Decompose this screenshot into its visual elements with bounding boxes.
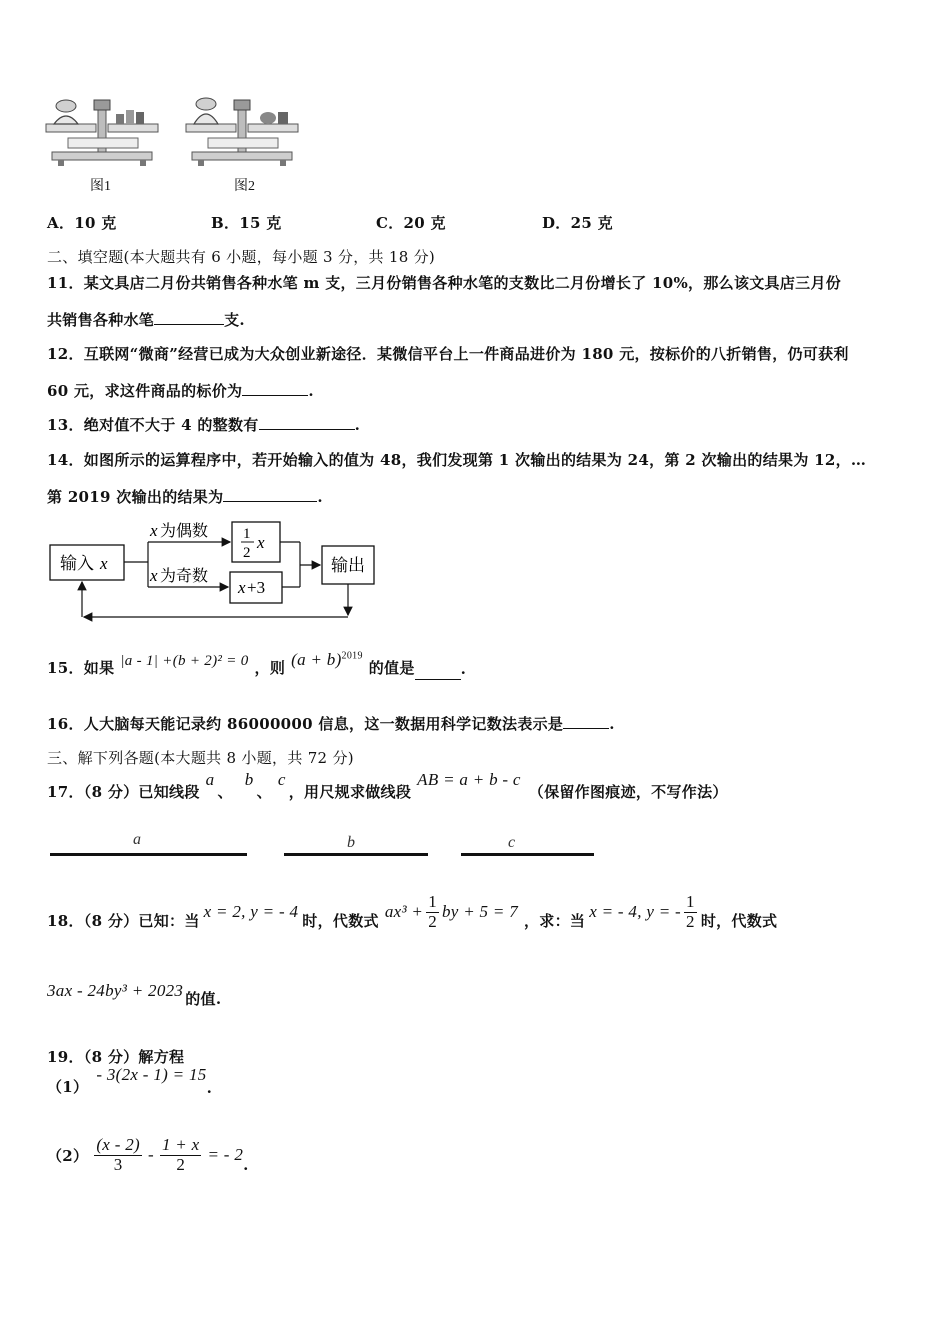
q18-expr1 xyxy=(385,893,518,931)
q19-p2-end: . xyxy=(243,1156,249,1175)
q19-p2-frac1-den: 3 xyxy=(113,1154,123,1174)
q11-line1: 11．某文具店二月份共销售各种水笔 m 支，三月份销售各种水笔的支数比二月份增长了 10%，那么该文具店三月份 xyxy=(47,274,842,292)
q11-line2 xyxy=(47,309,245,330)
q15-base: (a + b) xyxy=(291,650,342,669)
option-b: B．15 克 xyxy=(211,214,282,232)
q19-heading: 19．（8 分）解方程 xyxy=(47,1048,185,1066)
q15-prefix: 15．如果 xyxy=(47,659,115,677)
q17-expr: AB = a + b - c xyxy=(417,770,521,789)
flowchart xyxy=(44,515,384,631)
q16-tail: . xyxy=(609,715,615,733)
q13-text: 13．绝对值不大于 4 的整数有 xyxy=(47,416,259,434)
flow-half-var: x xyxy=(257,533,265,552)
q18-cond2-frac xyxy=(684,893,697,931)
q17-a: a xyxy=(205,770,215,789)
q11-text: 共销售各种水笔 xyxy=(47,311,155,329)
q15 xyxy=(47,650,467,680)
q17-c: c xyxy=(277,770,286,789)
q19-p2-label: （2） xyxy=(47,1146,89,1165)
q19-p2-frac1-num: (x - 2) xyxy=(96,1135,140,1154)
q19-p2-rhs: = - 2 xyxy=(207,1145,244,1165)
segment-a-label: a xyxy=(133,831,141,848)
q13-tail: . xyxy=(354,416,361,434)
flow-odd-label: 为奇数 xyxy=(160,568,209,585)
q19-p2-minus: - xyxy=(147,1145,154,1165)
flow-input-label: 输入 xyxy=(60,554,94,573)
q15-condition: |a - 1| +(b + 2)² = 0 xyxy=(120,653,249,669)
segment-c xyxy=(461,853,594,856)
q12-answer-blank[interactable] xyxy=(242,380,308,396)
flow-output-label: 输出 xyxy=(331,556,365,575)
q17 xyxy=(47,770,728,802)
q18-expr1-a: ax³ + xyxy=(384,902,424,921)
q17-sep2: 、 xyxy=(256,783,272,801)
q18-cond2-frac-den: 2 xyxy=(686,911,695,931)
flow-odd-var: x xyxy=(150,566,158,585)
q18-cond2 xyxy=(589,893,697,931)
segment-a xyxy=(50,853,247,856)
q17-b: b xyxy=(244,770,254,789)
q12-text: 60 元，求这件商品的标价为 xyxy=(47,382,243,400)
segment-c-label: c xyxy=(508,834,516,851)
q13 xyxy=(47,414,360,435)
q18-cond2-frac-num: 1 xyxy=(686,891,695,911)
section-3-heading: 三、解下列各题(本大题共 8 小题，共 72 分) xyxy=(47,749,354,767)
q14-line2 xyxy=(47,486,323,507)
q18-tail: 的值. xyxy=(185,990,222,1008)
q18-line1 xyxy=(47,887,777,937)
q15-mid: ，则 xyxy=(254,659,286,677)
q18-expr1-frac-num: 1 xyxy=(428,891,437,911)
segment-b-label: b xyxy=(347,834,355,851)
q19-part2 xyxy=(47,1136,249,1174)
q17-sep1: 、 xyxy=(217,783,233,801)
q14-tail: . xyxy=(317,488,323,506)
q18-cond1: x = 2, y = - 4 xyxy=(203,902,299,921)
figure-2-caption: 图2 xyxy=(234,179,255,194)
q14-line1: 14．如图所示的运算程序中，若开始输入的值为 48，我们发现第 1 次输出的结果为 24，第 2 次输出的结果为 12，… xyxy=(47,451,867,469)
q18-expr1-frac xyxy=(426,893,439,931)
section-2-heading: 二、填空题(本大题共有 6 小题，每小题 3 分，共 18 分) xyxy=(47,248,436,266)
q18-prefix: 18．（8 分）已知：当 xyxy=(47,911,200,930)
q11-tail: 支. xyxy=(224,311,245,329)
q16-answer-blank[interactable] xyxy=(563,713,609,729)
q17-mid: ，用尺规求做线段 xyxy=(288,783,412,801)
q13-answer-blank[interactable] xyxy=(259,414,355,430)
q19-p2-frac2 xyxy=(160,1136,202,1174)
q18-mid3: 时，代数式 xyxy=(700,911,778,930)
q17-prefix: 17．（8 分）已知线段 xyxy=(47,783,200,801)
q19-p2-expr xyxy=(94,1136,243,1174)
flow-even-var: x xyxy=(150,521,158,540)
q18-cond2-text: x = - 4, y = - xyxy=(589,902,682,921)
option-c: C．20 克 xyxy=(376,214,446,232)
q11-answer-blank[interactable] xyxy=(154,309,224,325)
q18-mid1: 时，代数式 xyxy=(302,911,379,930)
q15-end: . xyxy=(460,660,467,678)
flow-plus3: +3 xyxy=(247,578,266,597)
q18-expr1-frac-den: 2 xyxy=(428,911,437,931)
balance-figure-2 xyxy=(184,94,304,173)
q19-p2-frac2-den: 2 xyxy=(176,1154,186,1174)
flow-even-label: 为偶数 xyxy=(160,523,209,540)
balance-figure-1 xyxy=(44,94,162,173)
flow-input-var: x xyxy=(100,554,108,573)
q19-p1-label: （1） xyxy=(47,1078,89,1096)
flow-half-den: 2 xyxy=(243,545,251,561)
q19-p2-frac1 xyxy=(94,1136,142,1174)
flow-plus3-var: x xyxy=(238,578,246,597)
q12-tail: . xyxy=(308,382,314,400)
q19-p1-end: . xyxy=(206,1079,213,1097)
q16 xyxy=(47,713,615,734)
figure-1-caption: 图1 xyxy=(90,179,111,194)
flow-half-num: 1 xyxy=(243,526,251,542)
q19-p2-frac2-num: 1 + x xyxy=(161,1135,200,1154)
q15-expr xyxy=(291,650,363,670)
q12-line2 xyxy=(47,380,314,401)
q18-expr1-b: by + 5 = 7 xyxy=(442,902,518,921)
q19-p1-expr: - 3(2x - 1) = 15 xyxy=(96,1065,207,1084)
q14-text: 第 2019 次输出的结果为 xyxy=(47,488,224,506)
q18-expr2: 3ax - 24by³ + 2023 xyxy=(47,981,184,1000)
q17-tail: （保留作图痕迹，不写作法） xyxy=(528,783,728,801)
segment-b xyxy=(284,853,428,856)
option-a: A．10 克 xyxy=(47,214,117,232)
q15-tail: 的值是 xyxy=(368,659,415,677)
option-d: D．25 克 xyxy=(542,214,613,232)
q14-answer-blank[interactable] xyxy=(223,486,317,502)
q19-part1 xyxy=(47,1065,213,1097)
q15-answer-blank[interactable] xyxy=(415,664,461,680)
q12-line1: 12．互联网“微商”经营已成为大众创业新途径．某微信平台上一件商品进价为 180 元，按标价的八折销售，仍可获利 xyxy=(47,345,849,363)
q18-mid2: ，求：当 xyxy=(524,911,586,930)
q18-line2 xyxy=(47,981,222,1009)
q16-text: 16．人大脑每天能记录约 86000000 信息，这一数据用科学记数法表示是 xyxy=(47,715,564,733)
q15-exponent: 2019 xyxy=(341,650,363,662)
